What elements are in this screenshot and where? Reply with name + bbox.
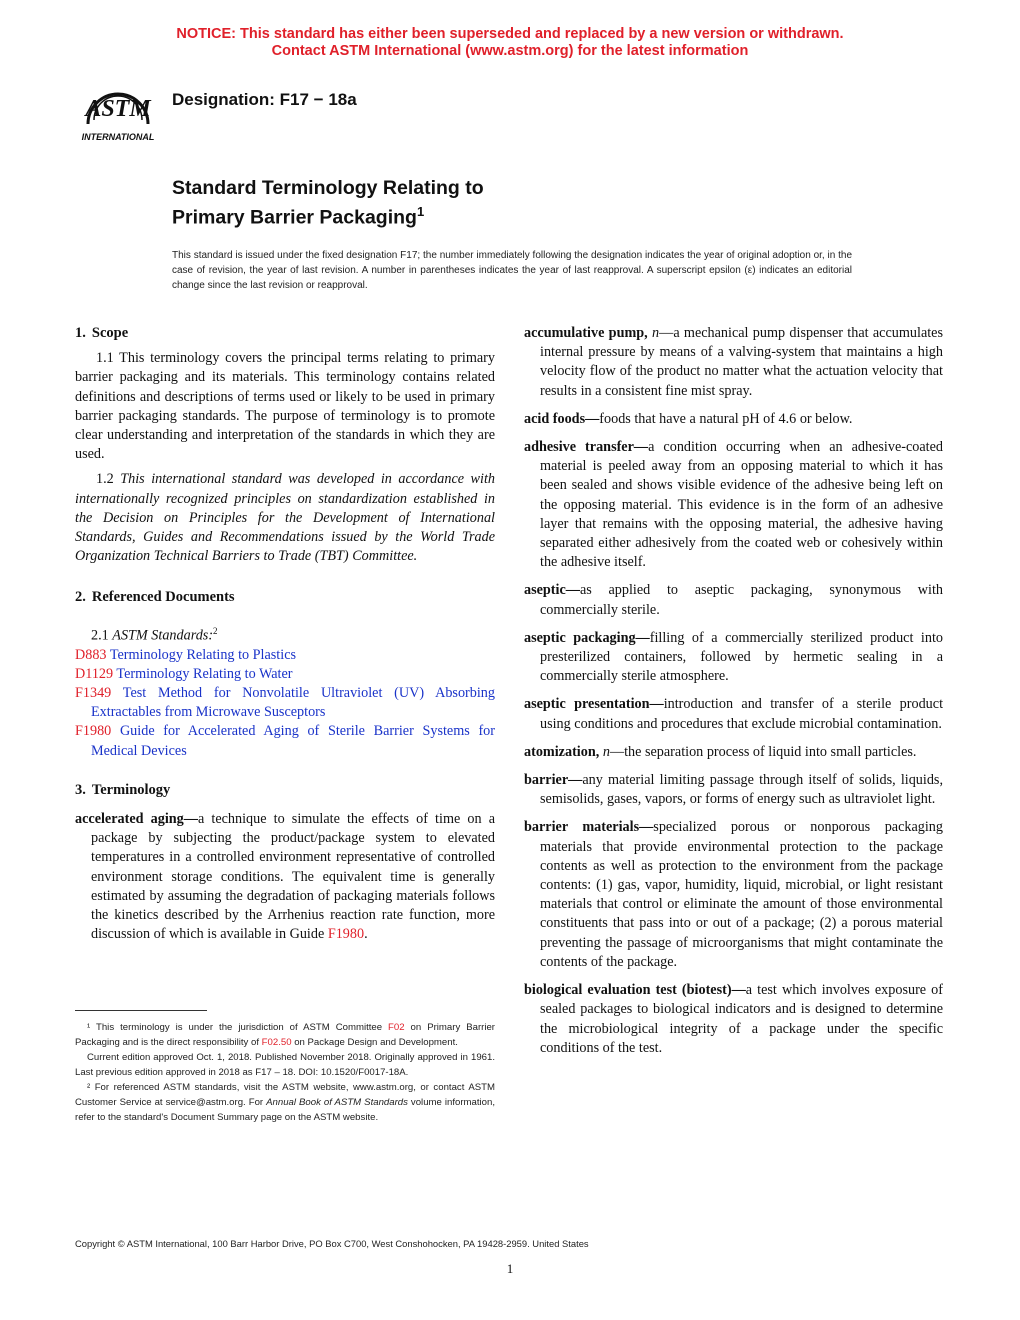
notice-line-2: Contact ASTM International (www.astm.org) for the latest information: [271, 43, 749, 59]
footnotes: [75, 1020, 495, 1125]
left-column: [75, 324, 495, 953]
term-accumulative-pump: accumulative pump, n—a mechanical pump dispenser that accumulates internal pressure by means of a valving-system that maintains a high velocity flow of the product no matter what the actuation velocity that results in a consistent fine mist spray.: [524, 325, 943, 399]
ref-d883[interactable]: D883 Terminology Relating to Plastics: [75, 646, 297, 663]
scope-heading: 1. Scope: [75, 325, 129, 341]
terminology-heading: 3. Terminology: [75, 781, 171, 798]
designation: Designation: F17 − 18a: [172, 90, 357, 109]
title-line-2: Primary Barrier Packaging: [172, 206, 417, 229]
footnote-1: ¹ This terminology is under the jurisdiction of ASTM Committee F02 on Primary Barrier Packaging and is the direct responsibility of F02.50 on Package Design and Development.: [75, 1022, 496, 1048]
term-accelerated-aging: accelerated aging—a technique to simulate the effects of time on a package by subjecting the product/package system to elevated temperatures in a controlled environment representative of controlled environment storage conditions. The equivalent time is generally estimated by assuming the degradation of packaging materials follows the kinetics described by the Arrhenius reaction rate function, more discussion of which is available in Guide F1980.: [75, 811, 496, 943]
ref-d1129[interactable]: D1129 Terminology Relating to Water: [75, 665, 293, 682]
page-title: [172, 176, 484, 230]
term-biological-evaluation-test: biological evaluation test (biotest)—a test which involves exposure of sealed packages to biological indicators and is designed to determine the microbiological integrity of a package under the specific conditions of the test.: [524, 982, 943, 1056]
page-number: 1: [506, 1261, 514, 1276]
withdrawal-notice: [0, 26, 1020, 60]
term-barrier-materials: barrier materials—specialized porous or nonporous packaging materials that provide environmental protection to the package contents as well as protection to the environment from the package contents: (1) gas, vapor, humidity, liquid, microbial, or light resistant materials that control or eliminate the amount of those environmental constituents that pass into or out of a package; (2) a porous material preventing the passage of microorganisms that might contaminate the contents of the package.: [524, 819, 943, 970]
term-barrier: barrier—any material limiting passage through itself of solids, liquids, semisolids, gases, vapors, or forms of energy such as ultraviolet light.: [524, 772, 943, 808]
logo-subtext: INTERNATIONAL: [81, 132, 155, 142]
term-adhesive-transfer: adhesive transfer—a condition occurring when an adhesive-coated material is peeled away from an opposing material to which it has been sealed and shows visible evidence of the adhesive being left on the opposing material. This evidence is in the form of an adhesive layer that remains with the opposing material, the adhesive having separated either adhesively from the coated web or cohesively within the adhesive itself.: [524, 439, 943, 571]
footnote-1-edition: Current edition approved Oct. 1, 2018. Published November 2018. Originally approved in 1961. Last previous edition approved in 2018 as F17 – 18. DOI: 10.1520/F0017-18A.: [75, 1052, 495, 1078]
link-f02-50[interactable]: F02.50: [261, 1037, 292, 1048]
issued-note: This standard is issued under the fixed designation F17; the number immediately following the designation indicates the year of original adoption or, in the case of revision, the year of last revision. A number in parentheses indicates the year of last reapproval. A superscript epsilon (ε) indicates an editorial change since the last revision or reapproval.: [172, 250, 852, 291]
ref-f1980[interactable]: F1980 Guide for Accelerated Aging of Sterile Barrier Systems for Medical Devices: [75, 723, 496, 759]
ref-f1349[interactable]: F1349 Test Method for Nonvolatile Ultraviolet (UV) Absorbing Extractables from Microwave Susceptors: [75, 684, 495, 721]
term-acid-foods: acid foods—foods that have a natural pH of 4.6 or below.: [524, 410, 853, 427]
right-column: [524, 324, 943, 1067]
logo-text: ASTM: [85, 96, 151, 122]
term-atomization: atomization, n—the separation process of liquid into small particles.: [524, 743, 917, 760]
astm-logo-icon: [74, 76, 162, 144]
term-aseptic: aseptic—as applied to aseptic packaging, synonymous with commercially sterile.: [524, 582, 943, 618]
footnote-divider: [75, 1010, 207, 1011]
link-f02[interactable]: F02: [388, 1022, 405, 1033]
title-line-1: Standard Terminology Relating to: [172, 177, 484, 199]
scope-paragraph-1: 1.1 This terminology covers the principal terms relating to primary barrier packaging and its materials. This terminology contains related definitions and descriptions of terms used or likely to be used in primary barrier packaging standards. The purpose of terminology is to promote clear understanding and interpretation of the standards in which they are used.: [75, 350, 495, 463]
referenced-documents-heading: 2. Referenced Documents: [75, 589, 235, 606]
scope-paragraph-2: 1.2 This international standard was developed in accordance with internationally recognized principles on standardization established in the Decision on Principles for the Development of International Standards, Guides and Recommendations issued by the World Trade Organization Technical Barriers to Trade (TBT) Committee.: [75, 471, 495, 565]
link-f1980[interactable]: F1980: [327, 926, 365, 943]
copyright: Copyright © ASTM International, 100 Barr Harbor Drive, PO Box C700, West Conshohocken, PA 19428-2959. United States: [75, 1238, 589, 1249]
term-aseptic-presentation: aseptic presentation—introduction and transfer of a sterile product using conditions and procedures that exclude microbial contamination.: [524, 696, 944, 732]
astm-standards-label: 2.1 ASTM Standards:$^2$: [91, 625, 218, 644]
footnote-2: ² For referenced ASTM standards, visit the ASTM website, www.astm.org, or contact ASTM Customer Service at service@astm.org. For Annual Book of ASTM Standards volume information, refer to the standard's Document Summary page on the ASTM website.: [75, 1082, 495, 1123]
notice-line-1: NOTICE: This standard has either been superseded and replaced by a new version or withdrawn.: [176, 26, 844, 42]
term-aseptic-packaging: aseptic packaging—filling of a commercially sterilized product into presterilized containers, followed by hermetic sealing in a commercially sterile atmosphere.: [524, 629, 943, 685]
title-footnote-mark: 1: [416, 204, 425, 219]
